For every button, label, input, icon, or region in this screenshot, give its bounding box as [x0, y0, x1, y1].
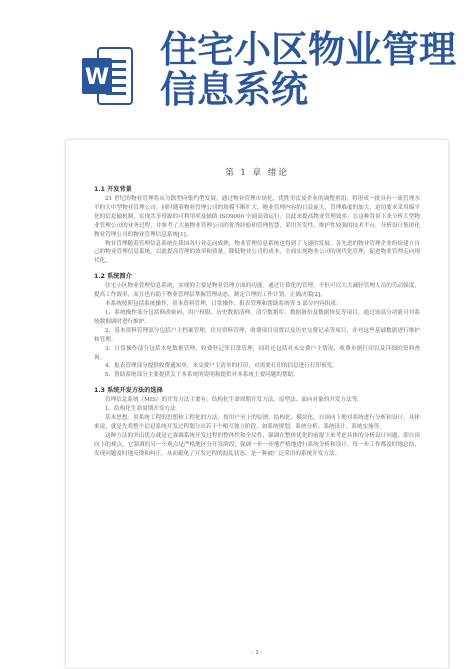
paragraph: 住宅小区物业管理信息系统，实现的主要是物业管理方面的功能。通过计算化的管理，不但可以大大减轻管理人员的劳动强度，提高工作效率，而且也有助于物业管理层掌握管理动态，制定合理的工作计划，正确决策[2]。 — [94, 283, 420, 299]
section-heading: 1.2 系统简介 — [94, 273, 132, 281]
svg-text:W: W — [84, 65, 110, 90]
paragraph: 这种方法的突出优点就是它强调系统开发过程的整体性和全局性，强调在整体优化的前提下来考虑具体的分析设计问题，即自顶向下的观点。它强调的另一个观点是严格地区分开发阶段，强调一步一步地严格地进行系统分析和设计，每一步工作都及时地总结，发现问题及时地反馈和纠正，从而避免了开发过程的混乱状态，是一种被广泛采用的系统开发方法。 — [94, 432, 420, 457]
page-number: - 1 - — [251, 650, 263, 656]
paragraph: 1、系统操作部分包括修改密码、用户权限、历史数据清理、清空数据库、数据备份及数据恢复等项目，通过该部分功能可对系统数据调时进行维护。 — [94, 309, 420, 325]
section-heading: 1.1 开发背景 — [94, 186, 132, 193]
paragraph: 2、基本资料管理部分包括户主档案管理，住房资料管理，收费项目设置以及历史交费记录等项目，并对这些基础数据进行维护和管理。 — [94, 327, 420, 343]
chapter-title: 第 1 章 绪论 — [225, 168, 289, 178]
page-title: 住宅小区物业管理信息系统 — [160, 28, 456, 111]
paragraph: 基本思想：用系统工程的思想和工程化的方法，按用户至上的原则，结构化、模块化，自顶向下地对系统进行分析和设计。具体来说，就是先将整个信息系统开发过程划分出若干个相互独立阶段，如系统规划、系统分析、系统设计、系统实施等。 — [94, 415, 420, 430]
paragraph: 本系统按照包括系统操作，基本资料管理，日常操作，报表管理和帮助系统等 5 部分内容组成： — [105, 301, 342, 308]
paragraph: 3、日常操作部分包括水电数据管理，收费登记等日常管理，同时还包括对未交费户主情况，收费单据打印以及详细的资料查询。 — [94, 345, 420, 361]
paragraph: 管理信息系统（MIS）的开发方法主要有：结构化生命周期开发方法、原型法、面向对象的开发方法等。 — [105, 397, 363, 404]
document-page — [66, 140, 448, 668]
header-banner — [0, 0, 474, 118]
section-heading: 1.3 系统开发方法的选择 — [94, 387, 163, 395]
paragraph: 4、报表管理部分提供收费通知单，未交费户主清单的打印，对需要打印的信息进行打印预览。 — [105, 363, 338, 370]
paragraph: 5、帮助系统部分主要提供关于本系统的说明和提供对本系统主要问题的帮助。 — [105, 372, 299, 379]
paragraph: 物业管理随着管理信息系统在我国各行业走向成熟，物业管理信息系统也得到了飞速的发展。各先进的物业管理企业纷纷建立自己的物业管理信息系统，以此提高管理的效率和质量，降低物业公司的成本，全面实现物业公司的现代化管理，促进物业管理走向现代化。 — [94, 240, 420, 265]
word-icon — [80, 44, 136, 108]
paragraph: 1、结构化生命周期开发方法 — [105, 406, 176, 413]
paragraph: 21 世纪的物业管理将从分散型向集约型发展，通过物业管理市场化，优胜劣汰及企业的调整重组，将形成一批具有一流管理水平的大中型物业管理公司。同时随着物业管理公司的规模不断扩大，物业管理内容的日益庞大，管理难度的加大，迫切要求采用编平化的信息输机制，实现共享资源的可利用率及辅助 ISO9000 全面高效运行，以此来提高物业管理效率。在这种背景下来分析大型物业管理公司的业务过程，并参考了大量物业管理公司的优秀经验和管理智慧，采用开发性，维护性较强的技术平台，分析设计集团化物业管理公司的物业管理信息系统[1]。 — [94, 196, 420, 238]
